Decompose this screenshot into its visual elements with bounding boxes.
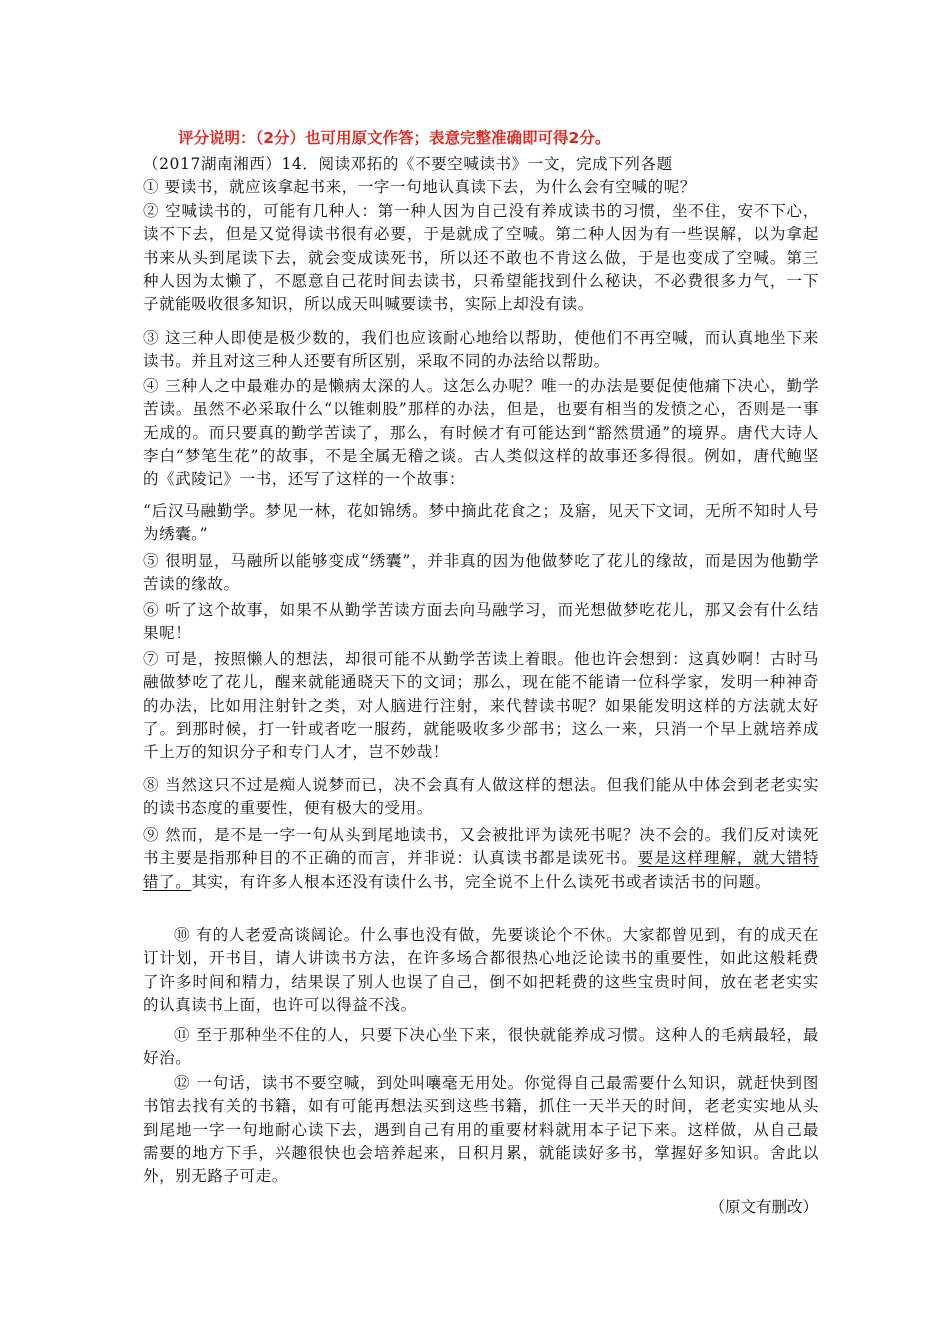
paragraph-10: ⑩ 有的人老爱高谈阔论。什么事也没有做，先要谈论个不休。大家都曾见到，有的成天在订计划，开书目，请人讲读书方法，在许多场合都很热心地泛论读书的重要性，如此这般耗费了许多时间和精力，结果误了别人也误了自己，倒不如把耗费的这些宝贵时间，放在老老实实的认真读书上面，也许可以得益不浅。 [143, 926, 819, 1014]
paragraph-2: ② 空喊读书的，可能有几种人：第一种人因为自己没有养成读书的习惯，坐不住，安不下心，读不下去，但是又觉得读书很有必要，于是就成了空喊。第二种人因为有一些误解，以为拿起书来从头到尾读下去，就会变成读死书，所以还不敢也不肯这么做，于是也变成了空喊。第三种人因为太懒了，不愿意自己花时间去读书，只希望能找到什么秘诀，不必费很多力气，一下子就能吸收很多知识，所以成天叫喊要读书，实际上却没有读。 [143, 202, 819, 314]
paragraph-9-text-a: ⑨ 然而，是不是一字一句从头到尾地读书，又会被批评为读死书呢？决不会的。我们反对读死书主要是指那种目的不正确的而言，并非说：认真读书都是读死书。 [143, 826, 819, 868]
paragraph-11: ⑪ 至于那种坐不住的人，只要下决心坐下来，很快就能养成习惯。这种人的毛病最轻，最好治。 [143, 1026, 819, 1068]
paragraph-9 [143, 824, 819, 894]
paragraph-6: ⑥ 听了这个故事，如果不从勤学苦读方面去向马融学习，而光想做梦吃花儿，那又会有什么结果呢！ [143, 601, 819, 643]
paragraph-1: ① 要读书，就应该拿起书来，一字一句地认真读下去，为什么会有空喊的呢？ [143, 178, 696, 196]
underlined-sentence: 要是这样理解，就大错特错了。 [143, 849, 819, 891]
quote-passage: “后汉马融勤学。梦见一林，花如锦绣。梦中摘此花食之；及寤，见天下文词，无所不知时人号为绣囊。” [143, 502, 819, 544]
paragraph-3: ③ 这三种人即使是极少数的，我们也应该耐心地给以帮助，使他们不再空喊，而认真地坐下来读书。并且对这三种人还要有所区别，采取不同的办法给以帮助。 [143, 329, 819, 371]
paragraph-12: ⑫ 一句话，读书不要空喊，到处叫嚷毫无用处。你觉得自己最需要什么知识，就赶快到图书馆去找有关的书籍，如有可能再想法买到这些书籍，抓住一天半天的时间，老老实实地从头到尾地一字一句地耐心读下去，遇到自己有用的重要材料就用本子记下来。这样做，从自己最需要的地方下手，兴趣很快也会培养起来，日积月累，就能读好多书，掌握好多知识。舍此以外，别无路子可走。 [143, 1074, 819, 1186]
paragraph-9-text-b: 其实，有许多人根本还没有读什么书，完全说不上什么读死书或者读活书的问题。 [191, 872, 771, 891]
source-note: （原文有删改） [709, 1198, 818, 1216]
scoring-note: 评分说明：（2分）也可用原文作答；表意完整准确即可得2分。 [178, 129, 611, 147]
paragraph-7: ⑦ 可是，按照懒人的想法，却很可能不从勤学苦读上着眼。他也许会想到：这真妙啊！古时马融做梦吃了花儿，醒来就能通晓天下的文词；那么，现在能不能请一位科学家，发明一种神奇的办法，比如用注射针之类，对人脑进行注射，来代替读书呢？如果能发明这样的方法就太好了。到那时候，打一针或者吃一服药，就能吸收多少部书；这么一来，只消一个早上就培养成千上万的知识分子和专门人才，岂不妙哉！ [143, 650, 819, 762]
question-header: （2017湖南湘西）14．阅读邓拓的《不要空喊读书》一文，完成下列各题 [143, 155, 673, 173]
paragraph-5: ⑤ 很明显，马融所以能够变成“绣囊”，并非真的因为他做梦吃了花儿的缘故，而是因为他勤学苦读的缘故。 [143, 552, 819, 594]
paragraph-8: ⑧ 当然这只不过是痴人说梦而已，决不会真有人做这样的想法。但我们能从中体会到老老实实的读书态度的重要性，便有极大的受用。 [143, 776, 819, 818]
paragraph-4: ④ 三种人之中最难办的是懒病太深的人。这怎么办呢？唯一的办法是要促使他痛下决心，勤学苦读。虽然不必采取什么“以锥刺股”那样的办法，但是，也要有相当的发愤之心，否则是一事无成的。而只要真的勤学苦读了，那么，有时候才有可能达到“豁然贯通”的境界。唐代大诗人李白“梦笔生花”的故事，不是全属无稽之谈。古人类似这样的故事还多得很。例如，唐代鲍坚的《武陵记》一书，还写了这样的一个故事： [143, 377, 819, 489]
